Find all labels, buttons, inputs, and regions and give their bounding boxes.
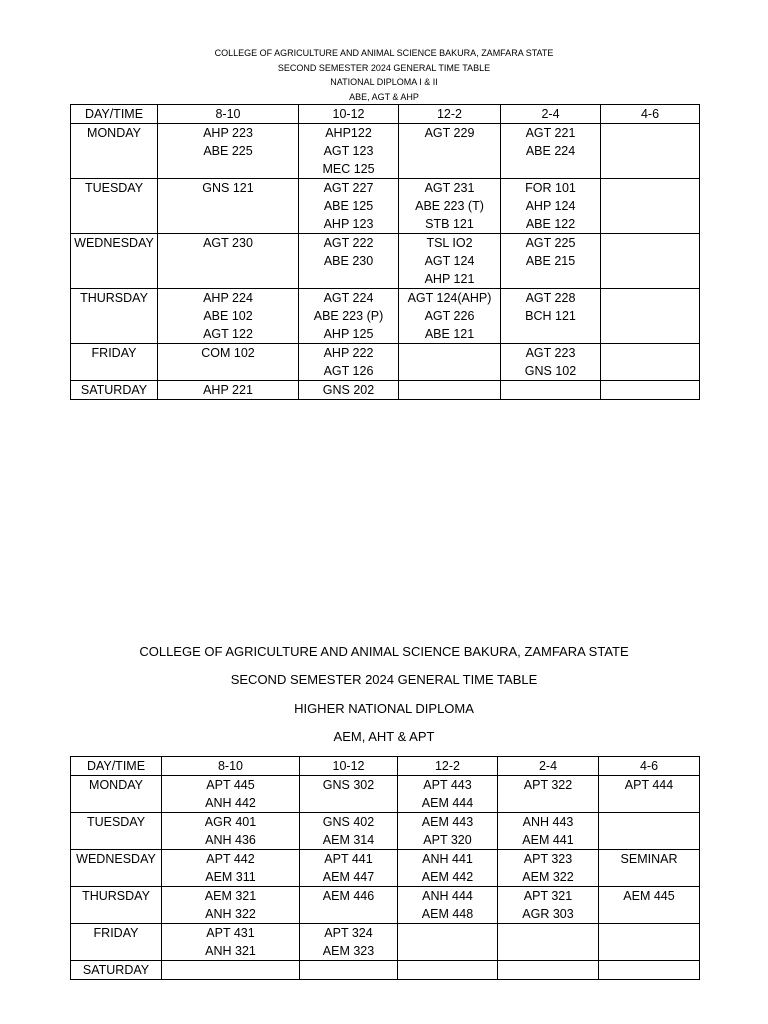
day-cell: MONDAY [71,776,162,813]
course-code: AEM 321 [204,889,257,903]
course-code: APT 442 [206,852,255,866]
course-code: AGT 221 [525,126,576,140]
course-code: AGT 124(AHP) [407,291,492,305]
timetable-cell [162,813,300,850]
course-code [398,961,497,979]
course-code: AGT 124 [424,254,475,268]
table-row [71,234,700,289]
course-code: AHP 223 [203,126,253,140]
timetable-cell [599,850,700,887]
timetable-cell [300,961,398,980]
course-code: AEM 443 [421,815,474,829]
header-cell-time-slot: 8-10 [162,757,300,776]
table-row [71,776,700,813]
departments-line: ABE, AGT & AHP [349,91,419,102]
course-code: AEM 444 [421,796,474,810]
timetable-cell [599,813,700,850]
timetable-cell [501,234,601,289]
timetable-cell [398,961,498,980]
timetable-cell [299,179,399,234]
timetable-cell [398,924,498,961]
header-cell-time-slot: 8-10 [158,105,299,124]
course-code: AGT 229 [424,126,475,140]
hnd-timetable [70,756,700,980]
course-code: AEM 442 [421,870,474,884]
nd-heading [0,46,768,104]
timetable-cell [498,924,599,961]
course-code: APT 441 [324,852,373,866]
course-code: AEM 441 [522,833,574,847]
timetable-cell [158,179,299,234]
departments-line: AEM, AHT & APT [333,729,435,745]
timetable-cell [601,179,700,234]
timetable-cell [158,289,299,344]
course-code [599,961,699,979]
course-code: COM 102 [201,346,255,360]
timetable-cell [300,887,398,924]
course-code: APT 445 [206,778,255,792]
programme-title: HIGHER NATIONAL DIPLOMA [294,700,474,716]
timetable-cell [399,179,501,234]
course-code [601,344,699,362]
table-row [71,924,700,961]
day-cell: MONDAY [71,124,158,179]
course-code: AHP 222 [323,346,374,360]
course-code: AHP 224 [203,291,253,305]
course-code: ANH 442 [205,796,256,810]
course-code: ABE 121 [424,327,475,341]
header-row [71,757,700,776]
day-cell: FRIDAY [71,344,158,381]
day-cell: FRIDAY [71,924,162,961]
timetable-cell [498,850,599,887]
header-cell-time-slot: 12-2 [398,757,498,776]
timetable-cell [158,234,299,289]
course-code: AGT 224 [323,291,374,305]
course-code: AGT 126 [323,364,374,378]
course-code: AEM 311 [205,870,256,884]
course-code: AGT 228 [525,291,576,305]
header-cell-time-slot: 4-6 [601,105,700,124]
day-cell: SATURDAY [71,961,162,980]
timetable-cell [601,344,700,381]
header-cell-time-slot: 10-12 [300,757,398,776]
course-code: AHP122 [325,126,372,140]
timetable-cell [501,381,601,400]
college-name: COLLEGE OF AGRICULTURE AND ANIMAL SCIENCE BAKURA, ZAMFARA STATE [214,48,554,58]
timetable-cell [299,344,399,381]
timetable-cell [300,924,398,961]
course-code: APT 444 [624,778,674,792]
course-code: APT 322 [523,778,573,792]
timetable-cell [300,776,398,813]
header-cell-time-slot: 10-12 [299,105,399,124]
day-cell: THURSDAY [71,887,162,924]
course-code [498,961,598,979]
day-cell: SATURDAY [71,381,158,400]
course-code: AGR 401 [204,815,257,829]
timetable-cell [162,961,300,980]
timetable-cell [599,776,700,813]
course-code: AEM 448 [421,907,474,921]
course-code: AHP 221 [203,383,253,397]
timetable-cell [158,344,299,381]
course-code: AGT 222 [323,236,374,250]
header-cell-time-slot: 2-4 [501,105,601,124]
timetable-cell [398,776,498,813]
course-code: AGT 226 [424,309,475,323]
course-code: ABE 215 [525,254,576,268]
course-code: ABE 102 [203,309,253,323]
header-cell-time-slot: 2-4 [498,757,599,776]
hnd-heading [0,645,768,759]
timetable-cell [599,887,700,924]
course-code [599,813,699,831]
timetable-cell [162,887,300,924]
semester-title: SECOND SEMESTER 2024 GENERAL TIME TABLE [277,62,491,73]
timetable-cell [601,289,700,344]
course-code: ANH 436 [205,833,256,847]
course-code: ANH 443 [522,815,574,829]
timetable-cell [498,776,599,813]
course-code: AEM 314 [322,833,375,847]
timetable-cell [501,179,601,234]
timetable-cell [599,924,700,961]
course-code: ANH 441 [422,852,473,866]
course-code: GNS 302 [322,778,375,792]
course-code: ANH 322 [205,907,256,921]
course-code [599,924,699,942]
course-code: FOR 101 [525,181,576,195]
course-code: GNS 121 [202,181,254,195]
course-code: AGR 303 [522,907,574,921]
course-code: AEM 447 [322,870,375,884]
course-code: AGT 123 [323,144,374,158]
timetable-cell [601,124,700,179]
timetable-cell [162,776,300,813]
day-cell: WEDNESDAY [71,234,158,289]
day-cell: TUESDAY [71,179,158,234]
course-code: ABE 225 [203,144,253,158]
timetable-cell [599,961,700,980]
course-code: APT 323 [523,852,573,866]
table-row [71,813,700,850]
day-cell: WEDNESDAY [71,850,162,887]
timetable-cell [399,289,501,344]
table-row [71,124,700,179]
course-code: ANH 444 [422,889,473,903]
nd-timetable [70,104,700,400]
course-code: AGT 223 [525,346,576,360]
course-code: ABE 223 (T) [415,199,484,213]
course-code: ANH 321 [205,944,256,958]
timetable-cell [399,234,501,289]
course-code: APT 321 [523,889,573,903]
header-cell-daytime: DAY/TIME [71,105,158,124]
course-code: AHP 125 [323,327,374,341]
header-cell-time-slot: 4-6 [599,757,700,776]
course-code: AHP 123 [323,217,374,231]
course-code [300,961,397,979]
timetable-cell [162,850,300,887]
timetable-cell [399,344,501,381]
day-cell: THURSDAY [71,289,158,344]
course-code: GNS 102 [524,364,577,378]
timetable-cell [501,344,601,381]
course-code: BCH 121 [525,309,576,323]
course-code: AEM 323 [322,944,375,958]
timetable-cell [498,887,599,924]
timetable-cell [162,924,300,961]
course-code: APT 431 [206,926,255,940]
course-code: AGT 231 [424,181,475,195]
course-code: AHP 121 [424,272,475,286]
timetable-cell [501,289,601,344]
course-code: ABE 230 [323,254,374,268]
day-cell: TUESDAY [71,813,162,850]
table-row [71,961,700,980]
timetable-cell [498,813,599,850]
course-code: MEC 125 [322,162,375,176]
course-code: ABE 224 [525,144,576,158]
timetable-cell [398,850,498,887]
timetable-cell [398,813,498,850]
table-row [71,289,700,344]
course-code [501,381,600,399]
course-code: AEM 322 [522,870,574,884]
timetable-cell [299,234,399,289]
course-code: AGT 230 [203,236,253,250]
course-code [601,381,699,399]
course-code [398,924,497,942]
timetable-cell [601,234,700,289]
course-code [601,179,699,197]
course-code [601,234,699,252]
timetable-cell [300,813,398,850]
course-code [162,961,299,979]
course-code: AGT 122 [203,327,253,341]
header-cell-daytime: DAY/TIME [71,757,162,776]
timetable-cell [498,961,599,980]
timetable-cell [158,381,299,400]
course-code: SEMINAR [620,852,678,866]
course-code: GNS 402 [322,815,375,829]
header-row [71,105,700,124]
course-code: APT 324 [324,926,373,940]
course-code: TSL IO2 [426,236,473,250]
course-code: STB 121 [425,217,474,231]
programme-title: NATIONAL DIPLOMA I & II [330,77,438,87]
timetable-cell [299,289,399,344]
table-row [71,850,700,887]
timetable-cell [300,850,398,887]
table-row [71,344,700,381]
header-cell-time-slot: 12-2 [399,105,501,124]
course-code: AHP 124 [525,199,576,213]
timetable-cell [299,124,399,179]
timetable-cell [398,887,498,924]
course-code [498,924,598,942]
college-name: COLLEGE OF AGRICULTURE AND ANIMAL SCIENCE BAKURA, ZAMFARA STATE [139,644,629,659]
course-code: ABE 122 [525,217,576,231]
timetable-cell [158,124,299,179]
timetable-cell [299,381,399,400]
course-code: APT 443 [423,778,472,792]
course-code: ABE 125 [323,199,374,213]
timetable-cell [501,124,601,179]
table-row [71,381,700,400]
course-code [399,344,500,362]
course-code: AGT 225 [525,236,576,250]
course-code: APT 320 [423,833,472,847]
course-code: AEM 445 [623,889,675,903]
course-code [399,381,500,399]
course-code: AEM 446 [322,889,375,903]
course-code: AGT 227 [323,181,374,195]
table-row [71,179,700,234]
timetable-cell [399,124,501,179]
table-row [71,887,700,924]
course-code: ABE 223 (P) [313,309,384,323]
timetable-cell [601,381,700,400]
timetable-cell [399,381,501,400]
course-code [601,124,699,142]
semester-title: SECOND SEMESTER 2024 GENERAL TIME TABLE [230,672,538,688]
course-code: GNS 202 [322,383,375,397]
course-code [601,289,699,307]
